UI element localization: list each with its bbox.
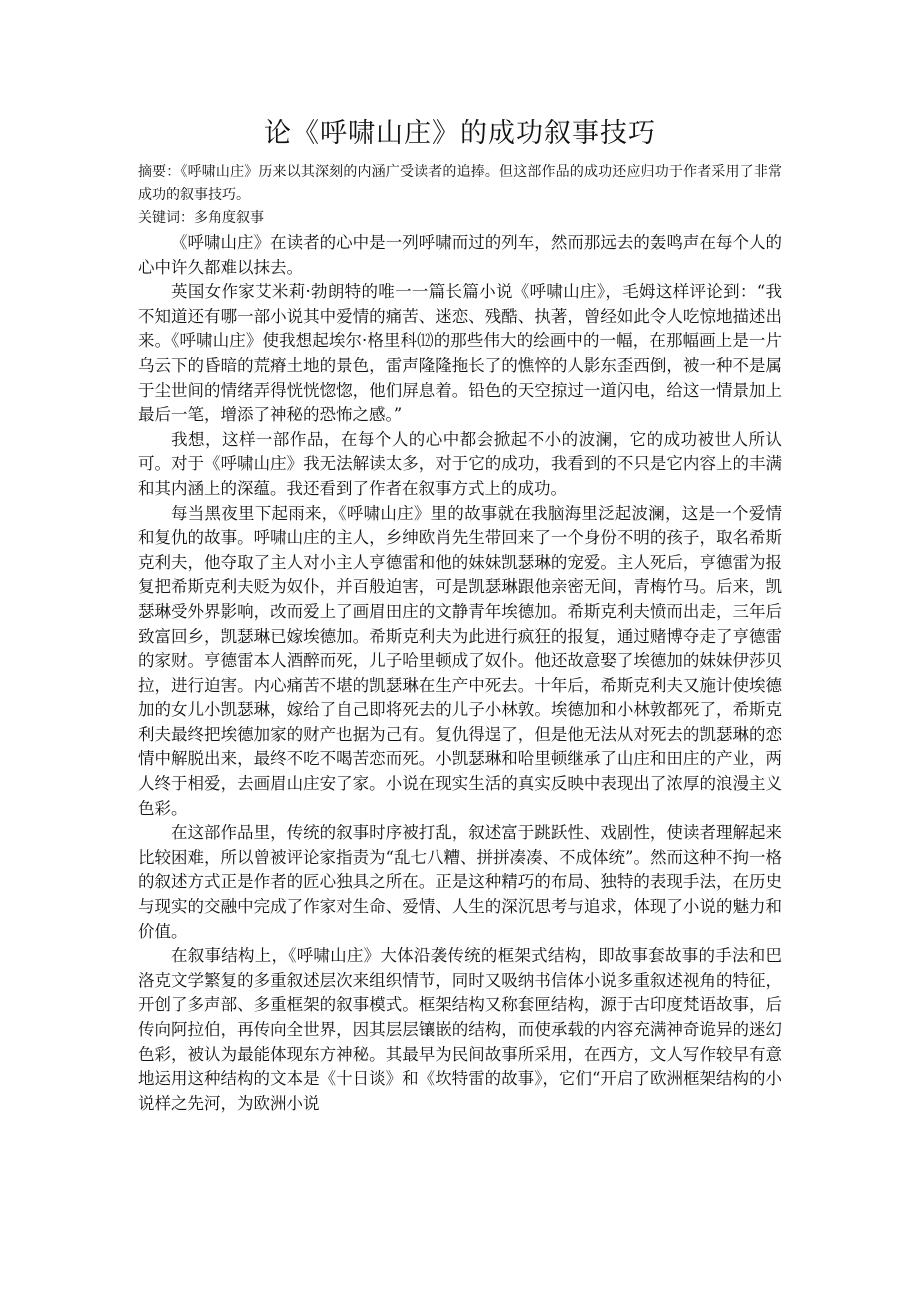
- document-title: 论《呼啸山庄》的成功叙事技巧: [264, 118, 656, 149]
- body-paragraph-1: 《呼啸山庄》在读者的心中是一列呼啸而过的列车，然而那远去的轰鸣声在每个人的心中许久都难以抹去。: [138, 233, 782, 277]
- body-paragraph-4: 每当黑夜里下起雨来，《呼啸山庄》里的故事就在我脑海里泛起波澜，这是一个爱情和复仇的故事。呼啸山庄的主人，乡绅欧肖先生带回来了一个身份不明的孩子，取名希斯克利夫，他夺取了主人对小主人亨德雷和他的妹妹凯瑟琳的宠爱。主人死后，亨德雷为报复把希斯克利夫贬为奴仆，并百般迫害，可是凯瑟琳跟他亲密无间，青梅竹马。后来，凯瑟琳受外界影响，改而爱上了画眉田庄的文静青年埃德加。希斯克利夫愤而出走，三年后致富回乡，凯瑟琳已嫁埃德加。希斯克利夫为此进行疯狂的报复，通过赌博夺走了亨德雷的家财。亨德雷本人酒醉而死，儿子哈里顿成了奴仆。他还故意娶了埃德加的妹妹伊莎贝拉，进行迫害。内心痛苦不堪的凯瑟琳在生产中死去。十年后，希斯克利夫又施计使埃德加的女儿小凯瑟琳，嫁给了自己即将死去的儿子小林敦。埃德加和小林敦都死了，希斯克利夫最终把埃德加家的财产也据为己有。复仇得逞了，但是他无法从对死去的凯瑟琳的恋情中解脱出来，最终不吃不喝苦恋而死。小凯瑟琳和哈里顿继承了山庄和田庄的产业，两人终于相爱，去画眉山庄安了家。小说在现实生活的真实反映中表现出了浓厚的浪漫主义色彩。: [138, 503, 782, 818]
- body-paragraph-6: 在叙事结构上，《呼啸山庄》大体沿袭传统的框架式结构，即故事套故事的手法和巴洛克文学繁复的多重叙述层次来组织情节，同时又吸纳书信体小说多重叙述视角的特征，开创了多声部、多重框架的叙事模式。框架结构又称套匣结构，源于古印度梵语故事，后传向阿拉伯，再传向全世界，因其层层镶嵌的结构，而使承载的内容充满神奇诡异的迷幻色彩，被认为最能体现东方神秘。其最早为民间故事所采用，在西方，文人写作较早有意地运用这种结构的文本是《十日谈》和《坎特雷的故事》，它们“开启了欧洲框架结构的小说样之先河，为欧洲小说: [138, 946, 782, 1113]
- abstract: 摘要：《呼啸山庄》历来以其深刻的内涵广受读者的追捧。但这部作品的成功还应归功于作者采用了非常成功的叙事技巧。: [138, 164, 782, 203]
- body-paragraph-5: 在这部作品里，传统的叙事时序被打乱，叙述富于跳跃性、戏剧性，使读者理解起来比较困难，所以曾被评论家指责为“乱七八糟、拼拼凑凑、不成体统”。然而这种不拘一格的叙述方式正是作者的匠心独具之所在。正是这种精巧的布局、独特的表现手法，在历史与现实的交融中完成了作家对生命、爱情、人生的深沉思考与追求，体现了小说的魅力和价值。: [138, 823, 782, 941]
- body-paragraph-2: 英国女作家艾米莉·勃朗特的唯一一篇长篇小说《呼啸山庄》，毛姆这样评论到：“我不知道还有哪一部小说其中爱情的痛苦、迷恋、残酷、执著，曾经如此令人吃惊地描述出来。《呼啸山庄》使我想起埃尔·格里科⑿的那些伟大的绘画中的一幅，在那幅画上是一片乌云下的昏暗的荒瘠土地的景色，雷声隆隆拖长了的憔悴的人影东歪西倒，被一种不是属于尘世间的情绪弄得恍恍惚惚，他们屏息着。铅色的天空掠过一道闪电，给这一情景加上最后一笔，增添了神秘的恐怖之感。”: [138, 282, 782, 425]
- keywords: 关键词：多角度叙事: [138, 210, 264, 226]
- body-paragraph-3: 我想，这样一部作品，在每个人的心中都会掀起不小的波澜，它的成功被世人所认可。对于《呼啸山庄》我无法解读太多，对于它的成功，我看到的不只是它内容上的丰满和其内涵上的深蕴。我还看到了作者在叙事方式上的成功。: [138, 429, 782, 498]
